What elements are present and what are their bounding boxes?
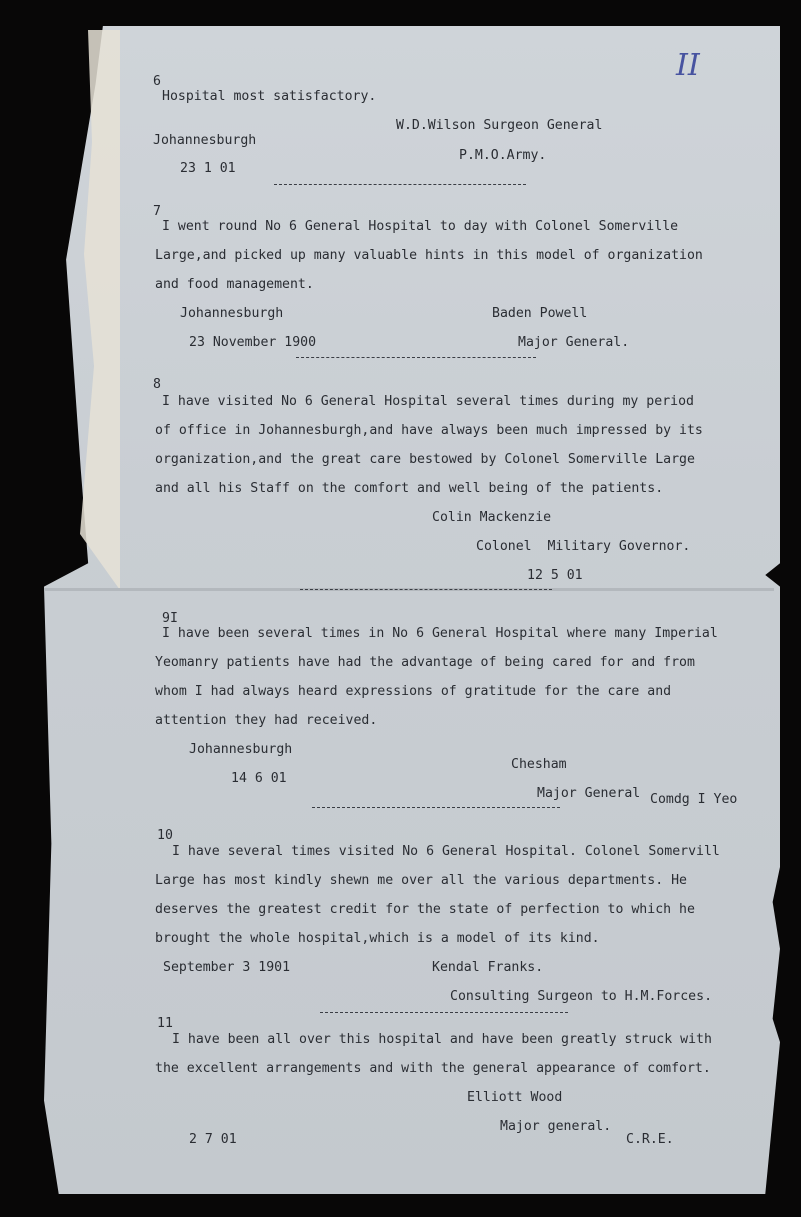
date: 2 7 01 [189,1132,237,1147]
signer-rank: Consulting Surgeon to H.M.Forces. [450,989,713,1004]
section-body-line: I have visited No 6 General Hospital several times during my period [162,394,694,409]
date: 23 1 01 [180,161,236,176]
signer-command: Comdg I Yeo [650,792,738,807]
signer-rank: Major General [537,786,641,801]
date: September 3 1901 [163,960,291,975]
section-divider [312,807,560,808]
section-number: 7 [153,204,161,219]
place: Johannesburgh [189,742,293,757]
signer-rank: Major general. [500,1119,612,1134]
section-body-line: I have been several times in No 6 General Hospital where many Imperial [162,626,718,641]
section-body-line: organization,and the great care bestowed by Colonel Somerville Large [155,452,695,467]
signer-rank: P.M.O.Army. [459,148,547,163]
signer-rank: Major General. [518,335,630,350]
signer-name: Kendal Franks. [432,960,544,975]
section-number: 6 [153,74,161,89]
section-body-line: Yeomanry patients have had the advantage of being cared for and from [155,655,695,670]
date: 23 November 1900 [189,335,317,350]
paper-sheet [44,26,780,1194]
section-number: 8 [153,377,161,392]
section-number: 9I [162,611,178,626]
section-body: Hospital most satisfactory. [162,89,377,104]
place: Johannesburgh [153,133,257,148]
section-body-line: deserves the greatest credit for the state of perfection to which he [155,902,695,917]
section-body-line: I have been all over this hospital and have been greatly struck with [172,1032,712,1047]
date: 14 6 01 [231,771,287,786]
section-body-line: I went round No 6 General Hospital to day with Colonel Somerville [162,219,679,234]
place: Johannesburgh [180,306,284,321]
section-divider [320,1012,568,1013]
section-body-line: and all his Staff on the comfort and well being of the patients. [155,481,664,496]
section-divider [300,589,552,590]
section-body-line: Large,and picked up many valuable hints in this model of organization [155,248,703,263]
signer-rank: Colonel Military Governor. [476,539,691,554]
section-divider [274,184,526,185]
page-mark: II [676,48,700,83]
date: 12 5 01 [527,568,583,583]
signer-name: Elliott Wood [467,1090,563,1105]
section-body-line: the excellent arrangements and with the general appearance of comfort. [155,1061,711,1076]
section-number: 11 [157,1016,173,1031]
section-number: 10 [157,828,173,843]
signer-name: W.D.Wilson Surgeon General [396,118,603,133]
section-body-line: whom I had always heard expressions of gratitude for the care and [155,684,672,699]
section-body-line: I have several times visited No 6 General Hospital. Colonel Somervill [172,844,720,859]
section-body-line: of office in Johannesburgh,and have always been much impressed by its [155,423,703,438]
signer-name: Baden Powell [492,306,588,321]
section-divider [296,357,536,358]
signer-name: Chesham [511,757,567,772]
section-body-line: attention they had received. [155,713,378,728]
section-body-line: Large has most kindly shewn me over all the various departments. He [155,873,687,888]
signer-command: C.R.E. [626,1132,674,1147]
signer-name: Colin Mackenzie [432,510,552,525]
section-body-line: brought the whole hospital,which is a model of its kind. [155,931,600,946]
section-body-line: and food management. [155,277,314,292]
